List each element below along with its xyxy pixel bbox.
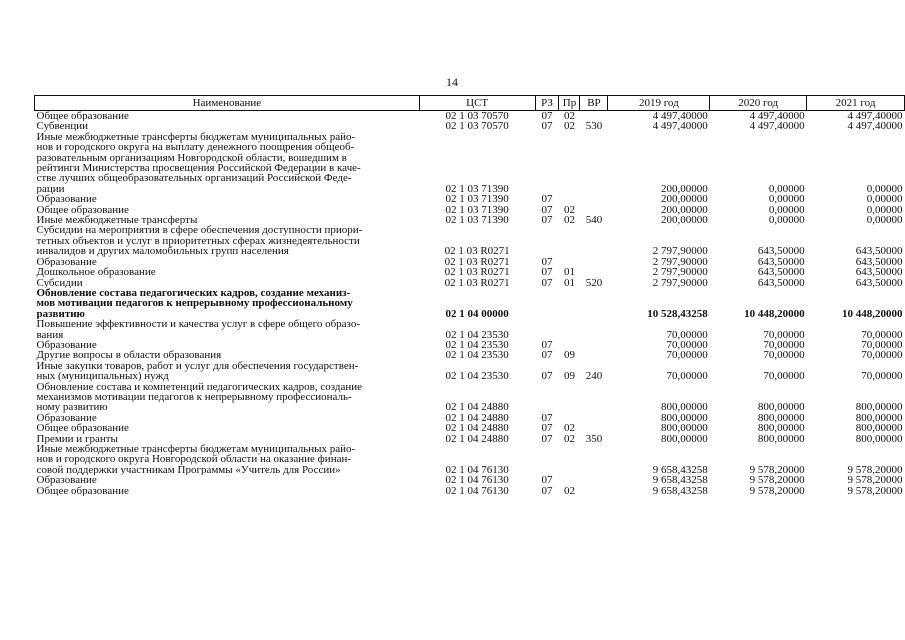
cell-rz — [535, 225, 559, 256]
cell-v2019: 2 797,90000 — [652, 245, 708, 257]
cell-cst: 02 1 03 R0271 — [444, 267, 510, 278]
cell-name: Обновление состава педагогических кадров, создание механиз- мов мотивации педагогов к непрерывному профессиональному развитию — [36, 287, 353, 320]
cell-pr — [559, 319, 580, 340]
cell-v2020: 70,00000 — [763, 328, 805, 340]
cell-v2019: 2 797,90000 — [652, 277, 708, 288]
cell-v2021: 800,00000 — [855, 412, 903, 424]
cell-vr: 530 — [585, 121, 603, 132]
cell-pr — [559, 225, 580, 256]
cell-v2021: 70,00000 — [861, 339, 903, 351]
cell-pr — [559, 444, 580, 475]
table-row — [35, 215, 905, 225]
cell-v2019: 70,00000 — [666, 328, 708, 340]
cell-vr: 350 — [585, 433, 603, 444]
cell-v2020: 0,00000 — [768, 182, 805, 195]
cell-pr: 09 — [563, 350, 575, 361]
table-body — [35, 111, 905, 497]
cell-vr — [580, 111, 608, 122]
cell-vr — [580, 205, 608, 215]
cell-v2021: 10 448,20000 — [842, 307, 903, 320]
cell-rz: 07 — [541, 423, 553, 434]
cell-v2019: 800,00000 — [661, 423, 708, 434]
cell-name: Образование — [36, 194, 97, 205]
table-row — [35, 340, 905, 350]
cell-rz: 07 — [541, 412, 553, 424]
table-row — [35, 288, 905, 319]
cell-v2019: 200,00000 — [661, 194, 708, 205]
table-row — [35, 111, 905, 122]
cell-v2020: 70,00000 — [763, 350, 805, 361]
cell-v2019: 9 658,43258 — [652, 463, 708, 476]
cell-v2019: 70,00000 — [666, 370, 708, 382]
cell-pr — [559, 132, 580, 194]
cell-v2019: 9 658,43258 — [652, 485, 708, 497]
cell-cst: 02 1 04 76130 — [445, 463, 509, 476]
cell-pr — [559, 288, 580, 319]
cell-cst: 02 1 04 24880 — [445, 433, 509, 444]
cell-cst: 02 1 04 76130 — [445, 475, 509, 486]
cell-v2020: 9 578,20000 — [749, 485, 805, 497]
cell-pr — [559, 413, 580, 423]
cell-name: Образование — [36, 339, 97, 351]
table-row — [35, 486, 905, 496]
cell-cst: 02 1 03 71390 — [445, 204, 509, 216]
cell-v2020: 4 497,40000 — [749, 110, 805, 122]
cell-pr: 01 — [563, 277, 575, 288]
cell-pr: 02 — [563, 215, 575, 226]
cell-v2021: 0,00000 — [866, 204, 903, 216]
header-rz: РЗ — [535, 96, 559, 111]
cell-name: Повышение эффективности и качества услуг в сфере общего образо- вания — [36, 319, 361, 340]
cell-v2020: 70,00000 — [763, 339, 805, 351]
cell-v2020: 643,50000 — [757, 245, 805, 257]
table-row — [35, 132, 905, 194]
cell-cst: 02 1 04 76130 — [445, 485, 509, 497]
cell-name: Дошкольное образование — [36, 267, 156, 278]
budget-table — [34, 95, 905, 496]
cell-rz: 07 — [541, 433, 553, 444]
header-name: Наименование — [35, 96, 420, 111]
cell-v2021: 800,00000 — [855, 423, 903, 434]
cell-v2020: 0,00000 — [768, 194, 805, 205]
cell-pr — [559, 475, 580, 485]
table-row — [35, 121, 905, 131]
cell-cst: 02 1 03 R0271 — [444, 277, 510, 288]
table-row — [35, 434, 905, 444]
cell-rz: 07 — [541, 277, 553, 288]
cell-pr: 02 — [563, 121, 575, 132]
table-row — [35, 225, 905, 256]
cell-rz: 07 — [541, 215, 553, 226]
table-header-row — [35, 96, 905, 111]
table-row — [35, 382, 905, 413]
cell-cst: 02 1 03 71390 — [445, 194, 509, 205]
cell-v2019: 800,00000 — [661, 401, 708, 413]
cell-vr — [580, 267, 608, 277]
cell-v2021: 9 578,20000 — [847, 463, 903, 476]
cell-v2019: 4 497,40000 — [652, 121, 708, 132]
cell-v2019: 800,00000 — [661, 412, 708, 424]
table-row — [35, 194, 905, 204]
cell-v2020: 800,00000 — [757, 412, 805, 424]
cell-name: Иные межбюджетные трансферты бюджетам муниципальных райо- нов и городского округа Новгородской области на оказание финан- совой поддержки участникам Программы «Учитель для России» — [36, 444, 356, 476]
cell-cst: 02 1 03 70570 — [445, 110, 509, 122]
cell-name: Субвенции — [36, 121, 89, 132]
cell-v2019: 800,00000 — [661, 433, 708, 444]
cell-v2021: 0,00000 — [866, 215, 903, 226]
cell-v2021: 800,00000 — [855, 401, 903, 413]
cell-v2020: 800,00000 — [757, 433, 805, 444]
cell-v2020: 0,00000 — [768, 204, 805, 216]
table-row — [35, 278, 905, 288]
cell-cst: 02 1 04 24880 — [445, 401, 509, 413]
cell-pr — [559, 257, 580, 267]
cell-v2021: 70,00000 — [861, 370, 903, 382]
cell-name: Общее образование — [36, 204, 129, 216]
cell-v2020: 643,50000 — [757, 267, 805, 278]
table-row — [35, 475, 905, 485]
table-row — [35, 361, 905, 382]
cell-name: Другие вопросы в области образования — [36, 350, 222, 361]
cell-name: Субсидии на мероприятия в сфере обеспечения доступности приори- тетных объектов и услуг в приоритетных сферах жизнедеятельности инвалидов и других маломобильных групп населения — [36, 225, 363, 257]
cell-v2019: 2 797,90000 — [652, 256, 708, 268]
cell-v2020: 70,00000 — [763, 370, 805, 382]
cell-vr — [580, 225, 608, 256]
cell-v2020: 643,50000 — [757, 277, 805, 288]
cell-cst: 02 1 03 71390 — [445, 215, 509, 226]
cell-name: Общее образование — [36, 110, 129, 122]
cell-rz: 07 — [541, 350, 553, 361]
cell-v2020: 800,00000 — [757, 401, 805, 413]
cell-name: Иные межбюджетные трансферты — [36, 215, 198, 226]
cell-cst: 02 1 04 23530 — [445, 370, 509, 382]
cell-cst: 02 1 04 23530 — [445, 350, 509, 361]
cell-rz: 07 — [541, 339, 553, 351]
cell-v2019: 200,00000 — [661, 182, 708, 195]
cell-rz: 07 — [541, 267, 553, 278]
cell-v2020: 10 448,20000 — [744, 307, 805, 320]
cell-name: Образование — [36, 256, 97, 268]
table-row — [35, 413, 905, 423]
cell-name: Общее образование — [36, 485, 129, 497]
table-row — [35, 423, 905, 433]
cell-v2021: 643,50000 — [855, 245, 903, 257]
header-cst: ЦСТ — [419, 96, 535, 111]
cell-pr: 01 — [563, 267, 575, 278]
cell-pr — [559, 340, 580, 350]
header-pr: Пр — [559, 96, 580, 111]
table-row — [35, 257, 905, 267]
cell-name: Обновление состава и компетенций педагогических кадров, создание механизмов мотивации педагогов к непрерывному профессиональ- ному развитию — [36, 381, 363, 413]
cell-cst: 02 1 03 71390 — [445, 182, 509, 195]
cell-v2020: 643,50000 — [757, 256, 805, 268]
cell-vr — [580, 444, 608, 475]
cell-v2019: 200,00000 — [661, 204, 708, 216]
cell-vr — [580, 194, 608, 204]
cell-vr — [580, 382, 608, 413]
cell-vr — [580, 486, 608, 496]
cell-v2021: 643,50000 — [855, 267, 903, 278]
cell-v2021: 0,00000 — [866, 194, 903, 205]
cell-vr: 240 — [585, 370, 603, 382]
cell-cst: 02 1 04 24880 — [445, 412, 509, 424]
cell-vr — [580, 475, 608, 485]
cell-rz: 07 — [541, 485, 553, 497]
cell-cst: 02 1 04 00000 — [445, 307, 509, 320]
table-row — [35, 267, 905, 277]
table-row — [35, 319, 905, 340]
cell-cst: 02 1 04 23530 — [445, 339, 509, 351]
cell-v2020: 9 578,20000 — [749, 463, 805, 476]
cell-v2021: 9 578,20000 — [847, 475, 903, 486]
cell-name: Образование — [36, 412, 97, 424]
cell-vr — [580, 288, 608, 319]
cell-rz — [535, 132, 559, 194]
cell-v2021: 70,00000 — [861, 350, 903, 361]
cell-rz: 07 — [541, 110, 553, 122]
cell-v2021: 9 578,20000 — [847, 485, 903, 497]
table-row — [35, 350, 905, 360]
cell-rz: 07 — [541, 475, 553, 486]
cell-v2021: 4 497,40000 — [847, 110, 903, 122]
page-number: 14 — [446, 75, 458, 89]
cell-vr — [580, 413, 608, 423]
header-2019: 2019 год — [608, 96, 710, 111]
cell-pr: 09 — [563, 370, 575, 382]
cell-vr — [580, 423, 608, 433]
cell-rz — [535, 319, 559, 340]
header-2021: 2021 год — [807, 96, 905, 111]
cell-rz — [535, 382, 559, 413]
cell-v2019: 9 658,43258 — [652, 475, 708, 486]
cell-pr: 02 — [563, 423, 575, 434]
cell-v2021: 800,00000 — [855, 433, 903, 444]
cell-vr: 520 — [585, 277, 603, 288]
cell-v2020: 4 497,40000 — [749, 121, 805, 132]
cell-rz: 07 — [541, 204, 553, 216]
cell-rz: 07 — [541, 256, 553, 268]
cell-pr: 02 — [563, 204, 575, 216]
cell-v2020: 9 578,20000 — [749, 475, 805, 486]
cell-v2020: 800,00000 — [757, 423, 805, 434]
cell-v2019: 4 497,40000 — [652, 110, 708, 122]
cell-cst: 02 1 04 24880 — [445, 423, 509, 434]
cell-vr — [580, 350, 608, 360]
cell-v2019: 2 797,90000 — [652, 267, 708, 278]
header-2020: 2020 год — [710, 96, 807, 111]
cell-v2019: 70,00000 — [666, 350, 708, 361]
cell-rz: 07 — [541, 370, 553, 382]
cell-vr — [580, 257, 608, 267]
cell-v2021: 643,50000 — [855, 256, 903, 268]
cell-rz: 07 — [541, 121, 553, 132]
table-row — [35, 444, 905, 475]
header-vr: ВР — [580, 96, 608, 111]
cell-cst: 02 1 03 R0271 — [444, 256, 510, 268]
cell-rz — [535, 288, 559, 319]
cell-vr: 540 — [585, 215, 603, 226]
cell-v2019: 200,00000 — [661, 215, 708, 226]
cell-v2021: 643,50000 — [855, 277, 903, 288]
cell-name: Образование — [36, 475, 97, 486]
cell-name: Субсидии — [36, 277, 83, 288]
cell-cst: 02 1 03 R0271 — [444, 245, 510, 257]
cell-v2019: 70,00000 — [666, 339, 708, 351]
cell-rz — [535, 444, 559, 475]
cell-name: Иные закупки товаров, работ и услуг для обеспечения государствен- ных (муниципальных) нужд — [36, 360, 359, 382]
cell-vr — [580, 132, 608, 194]
cell-vr — [580, 319, 608, 340]
cell-v2021: 70,00000 — [861, 328, 903, 340]
cell-v2019: 10 528,43258 — [647, 307, 708, 320]
cell-pr — [559, 194, 580, 204]
cell-v2021: 4 497,40000 — [847, 121, 903, 132]
cell-rz: 07 — [541, 194, 553, 205]
cell-pr: 02 — [563, 433, 575, 444]
cell-v2020: 0,00000 — [768, 215, 805, 226]
cell-pr: 02 — [563, 485, 575, 497]
cell-vr — [580, 340, 608, 350]
cell-pr — [559, 382, 580, 413]
cell-cst: 02 1 04 23530 — [445, 328, 509, 340]
cell-v2021: 0,00000 — [866, 182, 903, 195]
cell-cst: 02 1 03 70570 — [445, 121, 509, 132]
table-row — [35, 205, 905, 215]
cell-pr: 02 — [563, 110, 575, 122]
cell-name: Общее образование — [36, 423, 129, 434]
cell-name: Иные межбюджетные трансферты бюджетам муниципальных райо- нов и городского округа на выплату денежного поощрения общеоб- разовательным организациям Новгородской области, вошедшим в рейтинги Министерства просвещения Российской Федерации в каче- стве лучших общеобразовательных организаций Российской Феде- рации — [36, 131, 361, 195]
cell-name: Премии и гранты — [36, 433, 118, 444]
